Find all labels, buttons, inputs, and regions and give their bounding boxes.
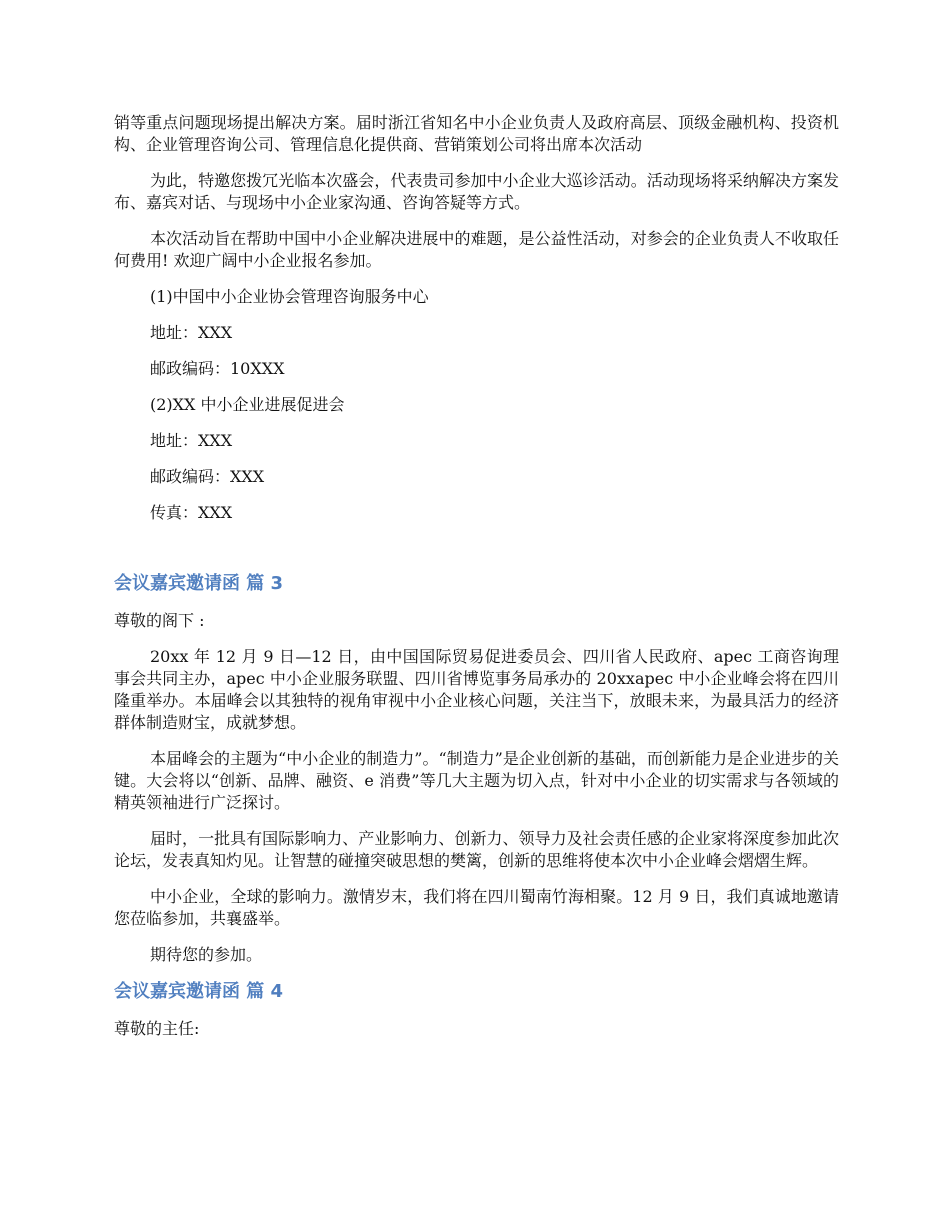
section-4-heading: 会议嘉宾邀请函 篇 4 <box>114 981 284 1002</box>
org2-name: (2)XX 中小企业进展促进会 <box>150 395 345 414</box>
intro-continuation-paragraph: 销等重点问题现场提出解决方案。届时浙江省知名中小企业负责人及政府高层、顶级金融机构、投资机构、企业管理咨询公司、管理信息化提供商、营销策划公司将出席本次活动 <box>114 113 839 154</box>
section-3-greeting: 尊敬的阁下 : <box>114 611 205 630</box>
section-3-paragraph-2: 本届峰会的主题为“中小企业的制造力”。“制造力”是企业创新的基础，而创新能力是企业进步的关键。大会将以“创新、品牌、融资、e 消费”等几大主题为切入点，针对中小企业的切实需求与各领域的精英领袖进行广泛探讨。 <box>114 749 839 812</box>
org1-address: 地址：XXX <box>150 323 233 342</box>
section-3-paragraph-3: 届时，一批具有国际影响力、产业影响力、创新力、领导力及社会责任感的企业家将深度参加此次论坛，发表真知灼见。让智慧的碰撞突破思想的樊篱，创新的思维将使本次中小企业峰会熠熠生辉。 <box>114 829 839 870</box>
section-3-paragraph-1: 20xx 年 12 月 9 日—12 日，由中国国际贸易促进委员会、四川省人民政府、apec 工商咨询理事会共同主办，apec 中小企业服务联盟、四川省博览事务局承办的 20xxapec 中小企业峰会将在四川隆重举办。本届峰会以其独特的视角审视中小企业核心问题，关注当下，放眼未来，为最具活力的经济群体制造财宝，成就梦想。 <box>114 647 839 732</box>
org2-address: 地址：XXX <box>150 431 233 450</box>
section-3-heading: 会议嘉宾邀请函 篇 3 <box>114 573 284 594</box>
org1-name: (1)中国中小企业协会管理咨询服务中心 <box>150 287 429 306</box>
section-3-paragraph-4: 中小企业，全球的影响力。激情岁末，我们将在四川蜀南竹海相聚。12 月 9 日，我们真诚地邀请您莅临参加，共襄盛举。 <box>114 887 839 928</box>
document-page <box>114 112 839 1054</box>
intro-purpose-paragraph: 本次活动旨在帮助中国中小企业解决进展中的难题，是公益性活动，对参会的企业负责人不收取任何费用! 欢迎广阔中小企业报名参加。 <box>114 229 839 270</box>
section-3-paragraph-5: 期待您的参加。 <box>150 945 263 964</box>
org1-postcode: 邮政编码：10XXX <box>150 359 285 378</box>
org2-fax: 传真：XXX <box>150 503 233 522</box>
intro-invitation-paragraph: 为此，特邀您拨冗光临本次盛会，代表贵司参加中小企业大巡诊活动。活动现场将采纳解决方案发布、嘉宾对话、与现场中小企业家沟通、咨询答疑等方式。 <box>114 171 839 212</box>
org2-postcode: 邮政编码：XXX <box>150 467 265 486</box>
section-4-greeting: 尊敬的主任: <box>114 1019 200 1038</box>
